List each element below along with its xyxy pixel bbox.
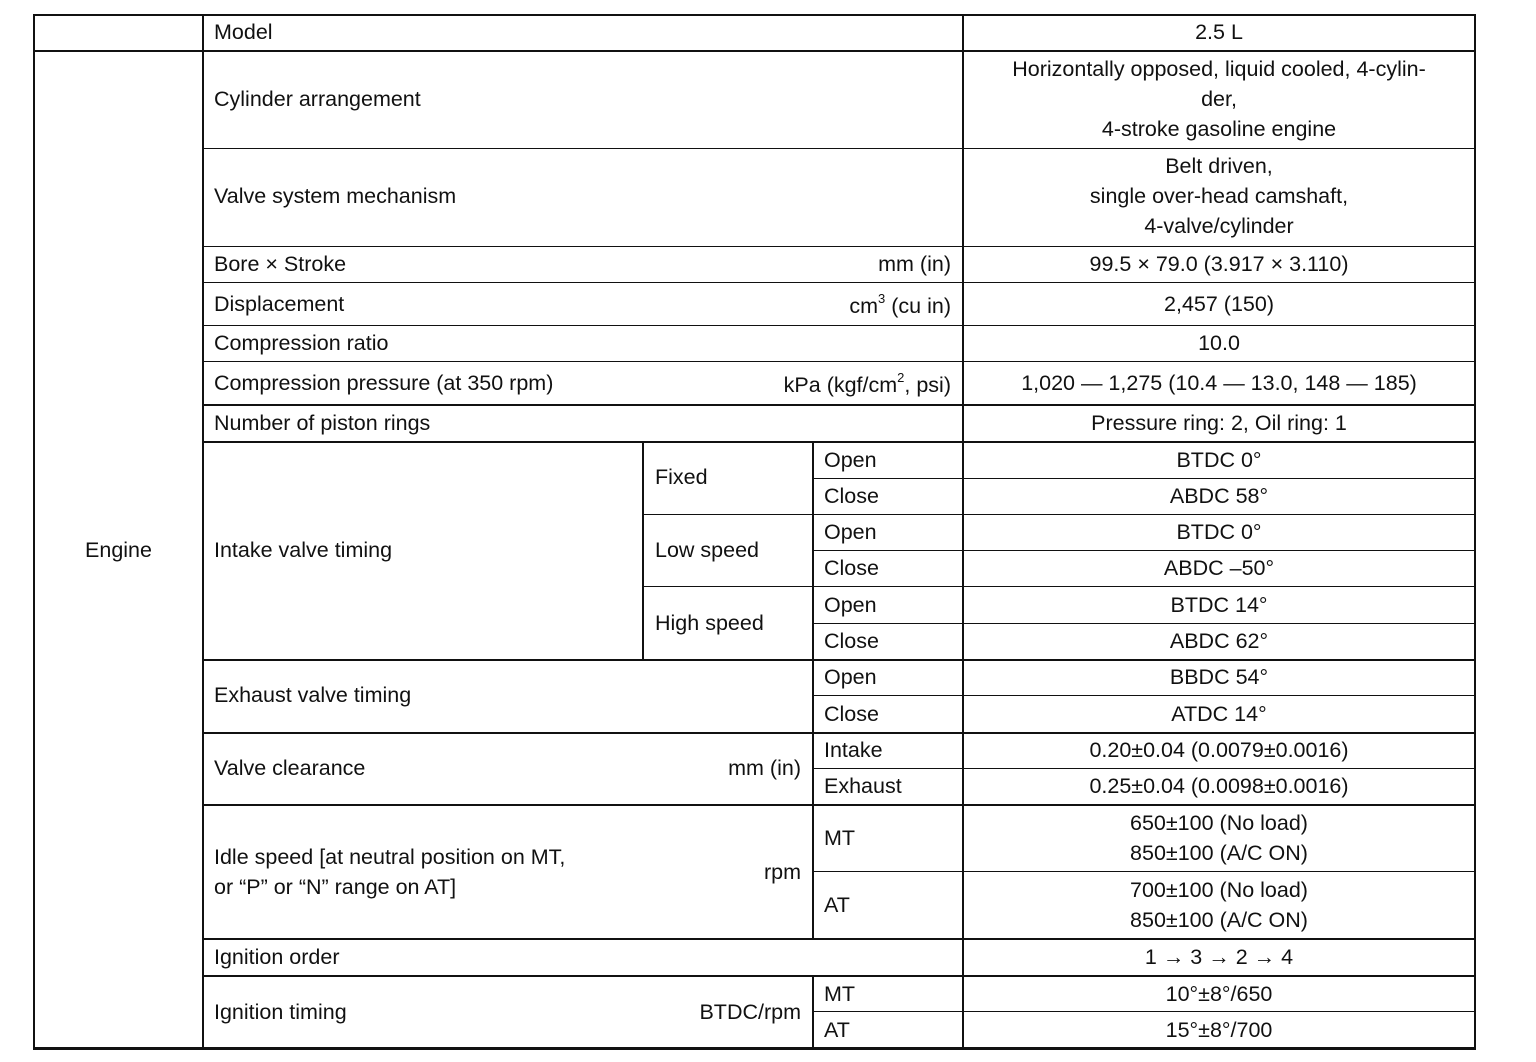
border-bottom: [33, 1047, 1476, 1050]
intake-fixed-open-label: Open: [824, 448, 877, 472]
ignition-timing-mt-label: MT: [824, 982, 856, 1006]
intake-high-open-label: Open: [824, 593, 877, 617]
ignition-timing-at-label: AT: [824, 1018, 850, 1042]
compression-pressure-label: Compression pressure (at 350 rpm): [214, 371, 554, 395]
divider-sub-col-lower: [812, 976, 814, 1048]
rule: [202, 282, 1476, 283]
intake-high-label: High speed: [655, 611, 764, 635]
rule-thick: [202, 938, 1476, 940]
idle-speed-at-label: AT: [824, 893, 850, 917]
bore-stroke-label: Bore × Stroke: [214, 252, 347, 276]
border-left: [33, 14, 35, 1050]
displacement-value: 2,457 (150): [1164, 292, 1274, 316]
ignition-timing-at-value: 15°±8°/700: [1165, 1018, 1273, 1042]
rule: [202, 325, 1476, 326]
ignition-order-value: 1 → 3 → 2 → 4: [1144, 945, 1294, 969]
idle-speed-unit: rpm: [763, 860, 801, 884]
rule: [202, 148, 1476, 149]
rule: [202, 659, 1476, 661]
idle-speed-mt-value-1: 650±100 (No load): [1130, 811, 1308, 835]
intake-timing-label: Intake valve timing: [214, 538, 393, 562]
compression-pressure-value: 1,020 — 1,275 (10.4 — 13.0, 148 — 185): [1021, 371, 1417, 395]
intake-fixed-close-value: ABDC 58°: [1169, 484, 1269, 508]
compression-pressure-unit: kPa ($kgf/cm^2$, psi): [783, 370, 951, 397]
idle-speed-at-value-1: 700±100 (No load): [1130, 878, 1308, 902]
displacement-unit: $cm^3$ (cu in): [849, 291, 951, 318]
rule: [812, 695, 1476, 696]
compression-ratio-value: 10.0: [1198, 331, 1240, 355]
idle-speed-label-2: or “P” or “N” range on AT]: [214, 875, 457, 899]
valve-clearance-intake-value: 0.20±0.04 (0.0079±0.0016): [1089, 738, 1349, 762]
valve-clearance-label: Valve clearance: [214, 756, 366, 780]
idle-speed-mt-value-2: 850±100 (A/C ON): [1130, 841, 1308, 865]
rule: [812, 871, 1476, 872]
cylinder-arrangement-label: Cylinder arrangement: [214, 87, 421, 111]
divider-section-col: [202, 14, 204, 1050]
rule: [812, 478, 1476, 479]
valve-clearance-exhaust-label: Exhaust: [824, 774, 902, 798]
idle-speed-mt-label: MT: [824, 826, 856, 850]
exhaust-open-value: BBDC 54°: [1169, 665, 1269, 689]
valve-clearance-intake-label: Intake: [824, 738, 883, 762]
compression-ratio-label: Compression ratio: [214, 331, 389, 355]
intake-fixed-open-value: BTDC 0°: [1176, 448, 1262, 472]
intake-low-label: Low speed: [655, 538, 759, 562]
rule-model-bottom: [33, 50, 1476, 52]
valve-clearance-unit: mm (in): [728, 756, 801, 780]
rule-thick: [202, 404, 1476, 406]
ignition-timing-mt-value: 10°±8°/650: [1165, 982, 1273, 1006]
exhaust-timing-label: Exhaust valve timing: [214, 683, 412, 707]
idle-speed-label-1: Idle speed [at neutral position on MT,: [214, 845, 566, 869]
rule: [812, 623, 1476, 624]
divider-sub-col: [812, 442, 814, 939]
intake-fixed-close-label: Close: [824, 484, 879, 508]
valve-clearance-exhaust-value: 0.25±0.04 (0.0098±0.0016): [1089, 774, 1349, 798]
ignition-timing-unit: BTDC/rpm: [699, 1000, 801, 1024]
rule: [642, 514, 1476, 515]
intake-low-open-value: BTDC 0°: [1176, 520, 1262, 544]
intake-low-open-label: Open: [824, 520, 877, 544]
cylinder-arrangement-value-3: 4-stroke gasoline engine: [1101, 117, 1337, 141]
displacement-label: Displacement: [214, 292, 345, 316]
rule-thick: [202, 804, 1476, 806]
divider-speed-col: [642, 442, 644, 660]
rule: [642, 586, 1476, 587]
rule: [202, 246, 1476, 247]
valve-system-value-1: Belt driven,: [1165, 154, 1273, 178]
piston-rings-value: Pressure ring: 2, Oil ring: 1: [1091, 411, 1347, 435]
section-label: Engine: [85, 538, 152, 562]
intake-high-close-value: ABDC 62°: [1169, 629, 1269, 653]
border-right: [1474, 14, 1476, 1050]
model-label: Model: [214, 20, 273, 44]
idle-speed-at-value-2: 850±100 (A/C ON): [1130, 908, 1308, 932]
valve-system-label: Valve system mechanism: [214, 184, 457, 208]
intake-low-close-label: Close: [824, 556, 879, 580]
model-value: 2.5 L: [1195, 20, 1243, 44]
rule-thick: [202, 441, 1476, 443]
intake-low-close-value: ABDC –50°: [1163, 556, 1275, 580]
bore-stroke-unit: mm (in): [878, 252, 951, 276]
piston-rings-label: Number of piston rings: [214, 411, 431, 435]
intake-fixed-label: Fixed: [655, 465, 708, 489]
rule: [202, 361, 1476, 362]
exhaust-close-value: ATDC 14°: [1171, 702, 1267, 726]
border-top: [33, 14, 1476, 16]
bore-stroke-value: 99.5 × 79.0 (3.917 × 3.110): [1089, 252, 1349, 276]
exhaust-open-label: Open: [824, 665, 877, 689]
cylinder-arrangement-value-2: der,: [1201, 87, 1237, 111]
rule: [202, 732, 1476, 734]
rule: [812, 768, 1476, 769]
ignition-timing-label: Ignition timing: [214, 1000, 347, 1024]
valve-system-value-3: 4-valve/cylinder: [1144, 214, 1294, 238]
intake-high-open-value: BTDC 14°: [1170, 593, 1268, 617]
intake-high-close-label: Close: [824, 629, 879, 653]
exhaust-close-label: Close: [824, 702, 879, 726]
rule: [812, 1011, 1476, 1012]
ignition-order-label: Ignition order: [214, 945, 340, 969]
valve-system-value-2: single over-head camshaft,: [1089, 184, 1349, 208]
cylinder-arrangement-value-1: Horizontally opposed, liquid cooled, 4-cylin-: [1012, 57, 1426, 81]
rule: [202, 975, 1476, 977]
rule: [812, 550, 1476, 551]
